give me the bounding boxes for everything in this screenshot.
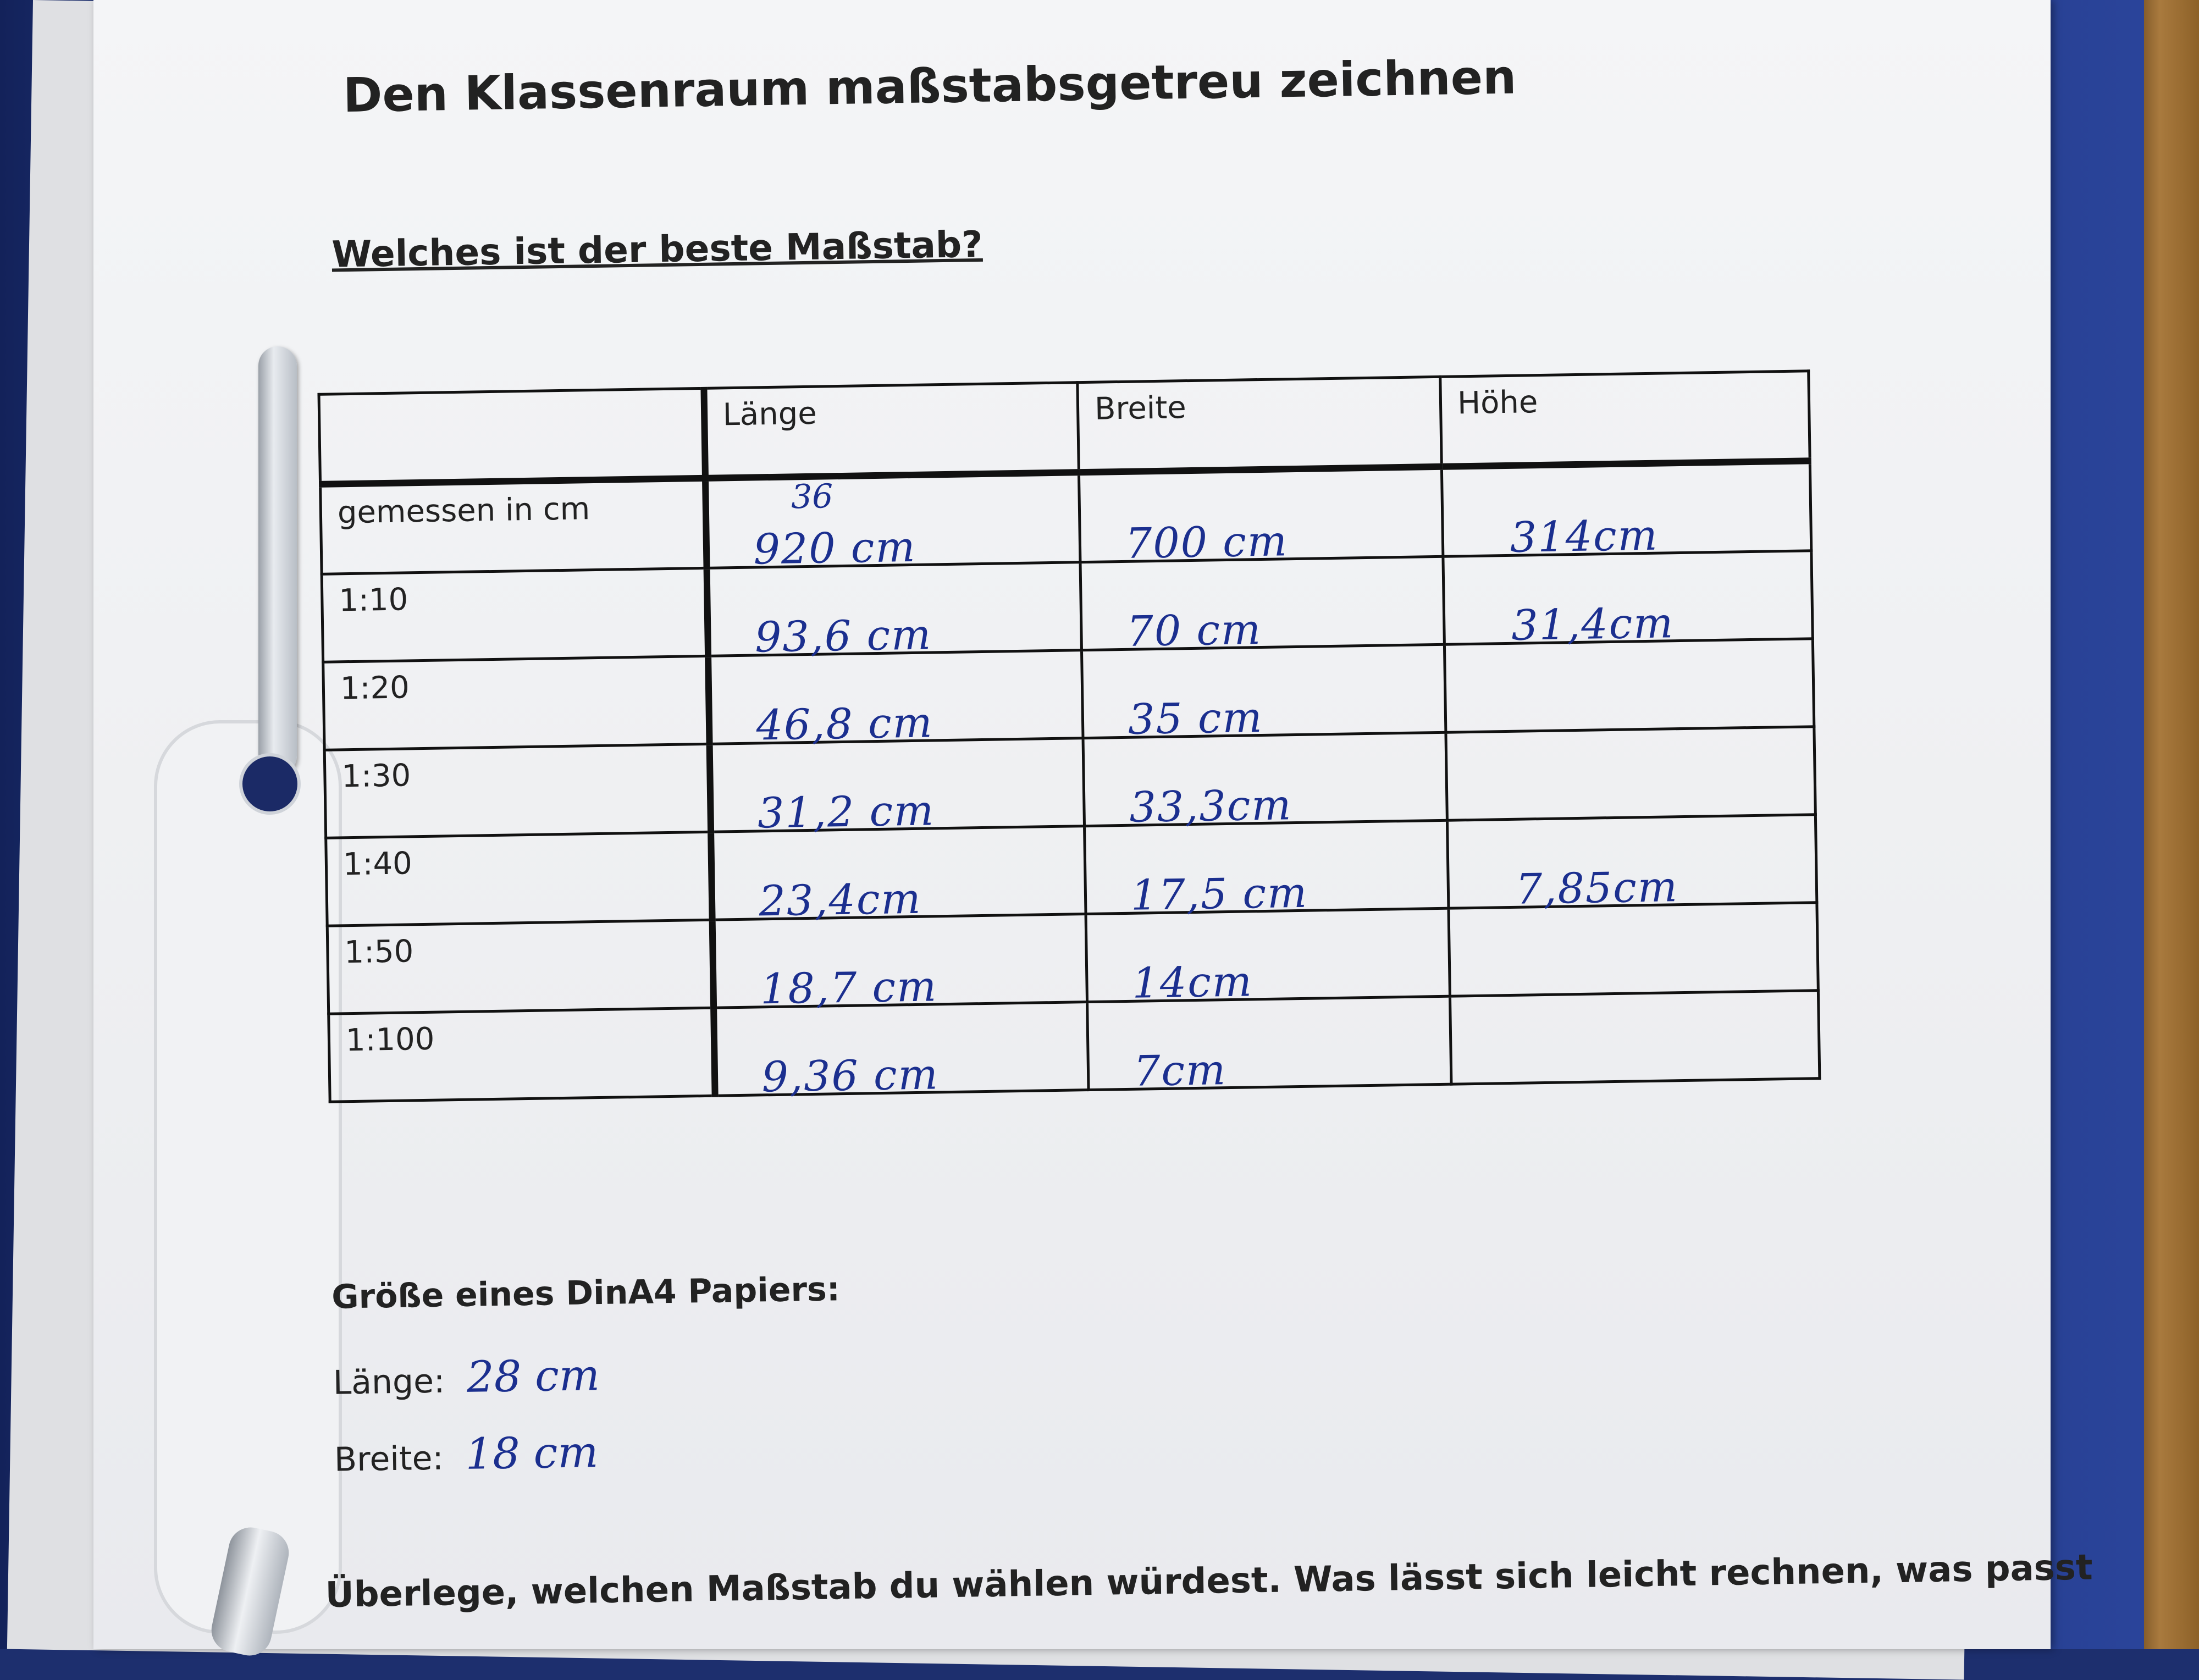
handwritten-value: 35 cm bbox=[1128, 692, 1264, 744]
cell-hoehe bbox=[1447, 815, 1816, 914]
page-title: Den Klassenraum maßstabsgetreu zeichnen bbox=[342, 49, 1517, 124]
row-label: 1:100 bbox=[329, 1008, 715, 1102]
handwritten-value: 70 cm bbox=[1126, 604, 1262, 656]
handwritten-value: 700 cm bbox=[1125, 516, 1289, 568]
cell-hoehe bbox=[1446, 727, 1815, 821]
handwritten-value: 17,5 cm bbox=[1130, 867, 1308, 920]
a4-length-label: Länge: bbox=[333, 1362, 445, 1402]
row-label: 1:40 bbox=[326, 832, 712, 926]
cell-laenge bbox=[712, 914, 1087, 1014]
row-label: 1:30 bbox=[324, 744, 710, 838]
a4-width-row bbox=[334, 1428, 599, 1482]
cell-breite bbox=[1079, 467, 1443, 568]
handwritten-value: 31,2 cm bbox=[757, 786, 935, 838]
cell-laenge bbox=[714, 1002, 1089, 1102]
cell-breite bbox=[1086, 908, 1450, 1008]
cell-laenge bbox=[705, 472, 1080, 574]
section-subtitle: Welches ist der beste Maßstab? bbox=[331, 223, 984, 276]
handwritten-value: 18,7 cm bbox=[760, 961, 938, 1014]
handwritten-value: 7,85cm bbox=[1515, 862, 1679, 914]
cell-breite bbox=[1085, 820, 1449, 920]
cell-breite bbox=[1081, 644, 1445, 744]
cell-hoehe bbox=[1449, 903, 1818, 997]
handwritten-value: 14cm bbox=[1131, 957, 1253, 1008]
handwritten-correction: 36 bbox=[791, 477, 833, 517]
cell-breite bbox=[1083, 732, 1447, 832]
a4-length-row bbox=[333, 1351, 600, 1405]
row-label: 1:50 bbox=[327, 920, 713, 1014]
task-question: Überlege, welchen Maßstab du wählen würdest. Was lässt sich leicht rechnen, was passt bbox=[325, 1547, 2093, 1616]
a4-width-label: Breite: bbox=[334, 1439, 444, 1479]
header-cell-hoehe: Höhe bbox=[1440, 371, 1810, 467]
handwritten-value: 23,4cm bbox=[758, 874, 922, 926]
handwritten-value: 920 cm bbox=[753, 522, 917, 574]
a4-width-value: 18 cm bbox=[465, 1428, 599, 1479]
cell-laenge bbox=[708, 650, 1083, 750]
cell-hoehe bbox=[1441, 461, 1811, 562]
page-content bbox=[81, 0, 2093, 1666]
handwritten-value: 33,3cm bbox=[1129, 780, 1293, 832]
cell-breite bbox=[1080, 556, 1444, 656]
cell-hoehe bbox=[1443, 551, 1813, 650]
row-label: gemessen in cm bbox=[321, 478, 706, 574]
handwritten-value: 314cm bbox=[1510, 510, 1659, 562]
worksheet bbox=[93, 0, 2093, 1649]
handwritten-value: 93,6 cm bbox=[754, 610, 932, 662]
a4-size-heading: Größe eines DinA4 Papiers: bbox=[331, 1270, 841, 1317]
row-label: 1:20 bbox=[323, 656, 709, 750]
cell-laenge bbox=[711, 826, 1086, 926]
handwritten-value: 9,36 cm bbox=[761, 1049, 940, 1102]
cell-hoehe bbox=[1450, 991, 1819, 1085]
a4-length-value: 28 cm bbox=[466, 1351, 600, 1402]
header-cell-laenge: Länge bbox=[704, 383, 1079, 478]
scale-table bbox=[317, 369, 1821, 1103]
cell-laenge bbox=[709, 738, 1084, 838]
handwritten-value: 31,4cm bbox=[1511, 598, 1675, 650]
handwritten-value: 46,8 cm bbox=[755, 698, 934, 750]
cell-breite bbox=[1087, 996, 1451, 1096]
cell-hoehe bbox=[1444, 639, 1814, 733]
cell-laenge bbox=[706, 562, 1081, 662]
header-cell-empty bbox=[319, 388, 705, 484]
handwritten-value: 7cm bbox=[1133, 1045, 1227, 1096]
header-cell-breite: Breite bbox=[1078, 377, 1441, 472]
row-label: 1:10 bbox=[322, 568, 708, 662]
